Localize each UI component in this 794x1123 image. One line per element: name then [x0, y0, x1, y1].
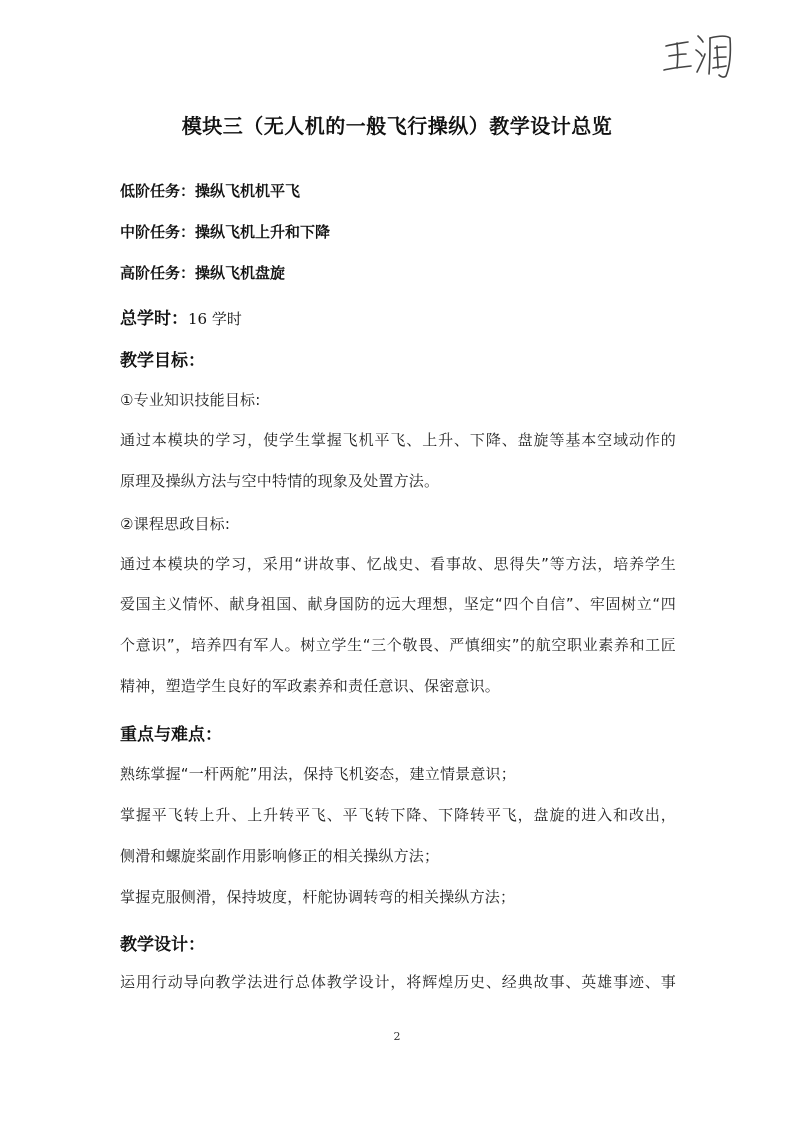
ideology-goal-line: 爱国主义情怀、献身祖国、献身国防的远大理想，坚定“四个自信”、牢固树立“四	[120, 595, 676, 613]
task-low-value: 操纵飞机机平飞	[195, 182, 301, 200]
ideology-goal-line: 通过本模块的学习，采用“讲故事、忆战史、看事故、思得失”等方法，培养学生	[120, 555, 676, 573]
total-hours-value: 16 学时	[188, 310, 242, 328]
skill-goal-title: ①专业知识技能目标:	[120, 391, 261, 409]
task-mid	[120, 221, 330, 242]
key-point-line: 掌握克服侧滑，保持坡度，杆舵协调转弯的相关操纵方法；	[120, 888, 516, 906]
key-point-line: 侧滑和螺旋桨副作用影响修正的相关操纵方法；	[120, 847, 440, 865]
design-heading: 教学设计：	[120, 935, 205, 955]
ideology-goal-line: 个意识”，培养四有军人。树立学生“三个敬畏、严慎细实”的航空职业素养和工匠	[120, 636, 676, 654]
task-low-label: 低阶任务：	[120, 182, 196, 200]
handwritten-signature	[660, 22, 740, 86]
total-hours	[120, 304, 242, 329]
task-low	[120, 180, 300, 201]
key-point-line: 熟练掌握“一杆两舵”用法，保持飞机姿态，建立情景意识；	[120, 765, 516, 783]
task-mid-value: 操纵飞机上升和下降	[195, 223, 331, 241]
ideology-goal-line: 精神，塑造学生良好的军政素养和责任意识、保密意识。	[120, 677, 501, 695]
task-high	[120, 262, 285, 283]
key-points-heading: 重点与难点：	[120, 725, 222, 745]
task-high-value: 操纵飞机盘旋	[195, 264, 286, 282]
task-high-label: 高阶任务：	[120, 264, 196, 282]
total-hours-label: 总学时：	[120, 309, 188, 329]
document-title: 模块三（无人机的一般飞行操纵）教学设计总览	[181, 114, 613, 138]
skill-goal-line: 原理及操纵方法与空中特情的现象及处置方法。	[120, 472, 440, 490]
skill-goal-line: 通过本模块的学习，使学生掌握飞机平飞、上升、下降、盘旋等基本空域动作的	[120, 431, 676, 449]
design-line: 运用行动导向教学法进行总体教学设计，将辉煌历史、经典故事、英雄事迹、事	[120, 973, 676, 991]
task-mid-label: 中阶任务：	[120, 223, 196, 241]
key-point-line: 掌握平飞转上升、上升转平飞、平飞转下降、下降转平飞，盘旋的进入和改出，	[120, 806, 676, 824]
ideology-goal-title: ②课程思政目标:	[120, 515, 231, 533]
goals-heading: 教学目标：	[120, 351, 205, 371]
page-number: 2	[393, 1030, 401, 1043]
